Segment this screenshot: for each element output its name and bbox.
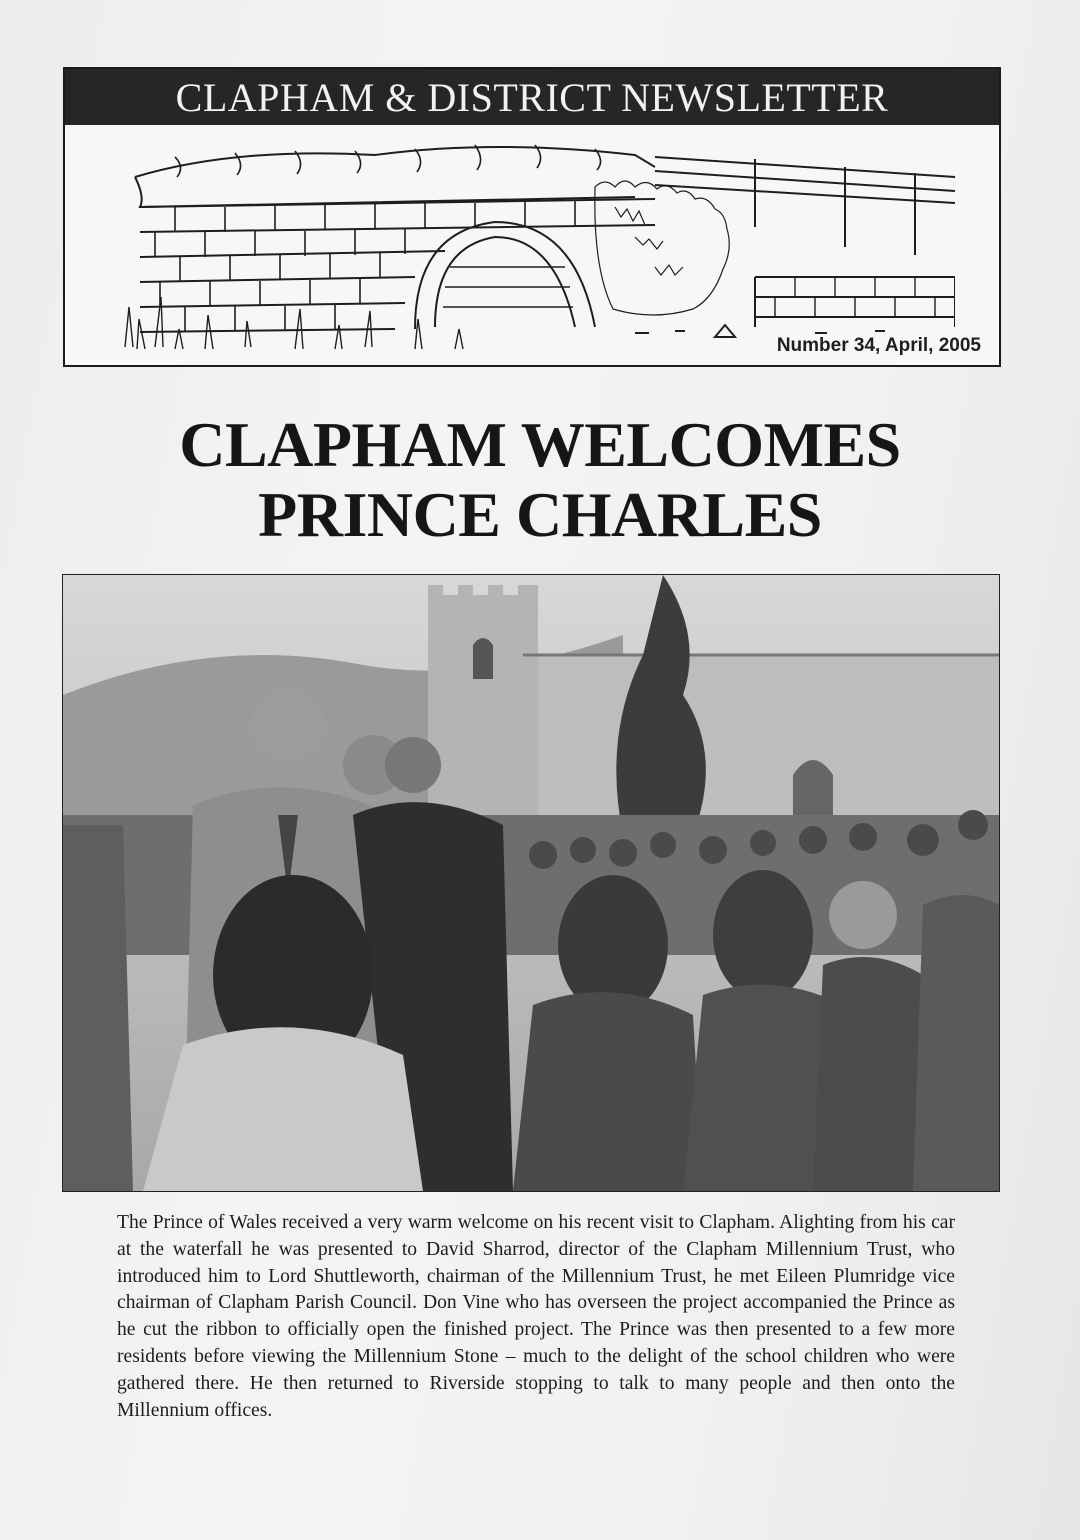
masthead	[63, 67, 1001, 367]
article-paragraph: The Prince of Wales received a very warm welcome on his recent visit to Clapham. Alighting from his car at the waterfall he was presented to David Sharrod, director of the Clapham Millennium Trust, who introduced him to Lord Shuttleworth, chairman of the Millennium Trust, he met Eileen Plumridge vice chairman of Clapham Parish Council. Don Vine who has overseen the project accompanied the Prince as he cut the ribbon to officially open the finished project. The Prince was then presented to a few more residents before viewing the Millennium Stone – much to the delight of the school children who were gathered there. He then returned to Riverside stopping to talk to many people and then onto the Millennium offices.	[117, 1212, 955, 1421]
stone-bridge-illustration	[115, 137, 955, 357]
headline-line-1: CLAPHAM WELCOMES	[179, 409, 901, 480]
issue-number-date: Number 34, April, 2005	[776, 335, 981, 356]
news-photo	[62, 574, 1000, 1192]
photo-prince-with-children	[63, 575, 999, 1191]
article-headline	[0, 410, 1080, 550]
newsletter-title: CLAPHAM & DISTRICT NEWSLETTER	[65, 69, 999, 125]
article-body	[117, 1210, 955, 1424]
headline-line-2: PRINCE CHARLES	[258, 479, 822, 550]
